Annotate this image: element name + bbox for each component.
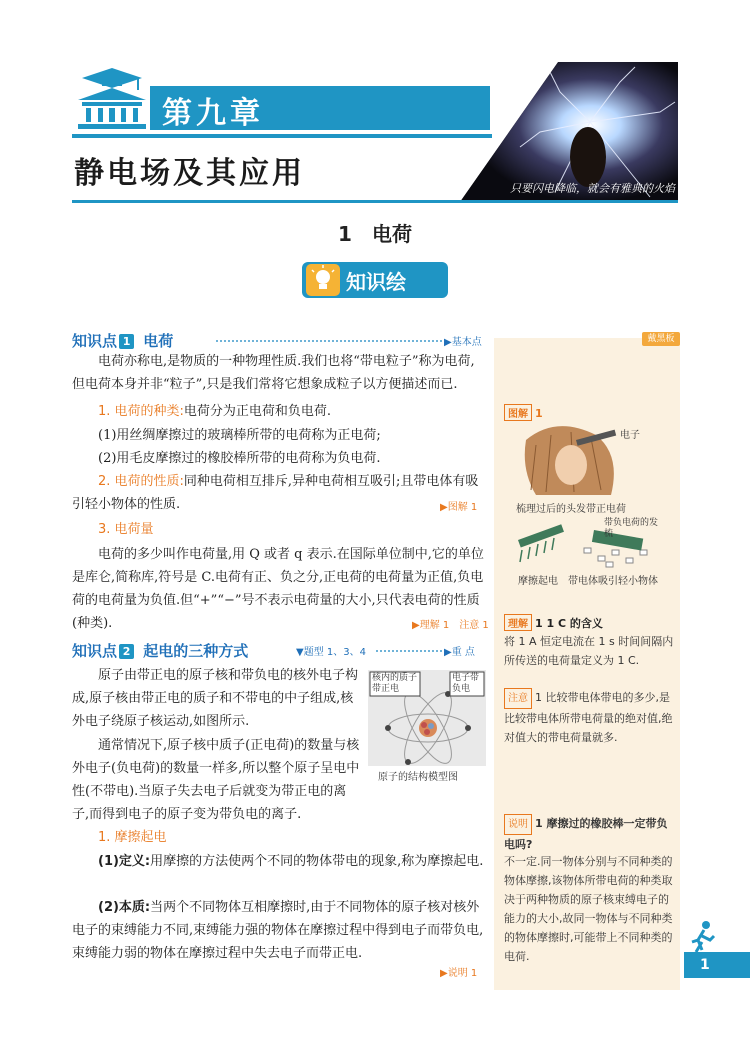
kp1-nature-head: 2. 电荷的性质:: [98, 474, 184, 489]
chapter-name: 静电场及其应用: [74, 156, 305, 191]
kp1-label: 知识点: [72, 332, 118, 350]
kp2-title: 起电的三种方式: [143, 642, 249, 660]
kp2-label: 知识点: [72, 642, 118, 660]
fig1-heading: [504, 404, 543, 421]
e1-text: 不一定.同一物体分别与不同种类的物体摩擦,该物体所带电荷的种类取决于两种物质的原子核束缚电子的能力的大小,故同一物体与不同种类的物体摩擦时,可能带上不同种类的电荷.: [504, 855, 673, 963]
hair-caption: 梳理过后的头发带正电荷: [516, 504, 626, 515]
kp2-questions[interactable]: ▼题型 1、3、4: [296, 647, 366, 658]
kp1-nature-ref[interactable]: ▶图解 1: [440, 502, 478, 513]
kp2-friction-head: 1. 摩擦起电: [98, 830, 167, 845]
kp1-nature-text: 同种电荷相互排斥,异种电荷相互吸引;且带电体有吸引轻小物体的性质.: [72, 474, 479, 512]
comb-caption: 摩擦起电 带电体吸引轻小物体: [518, 576, 658, 587]
lightbulb-icon: [306, 264, 340, 296]
u1-label: 理解: [504, 614, 532, 631]
kp2-def-label: (1)定义:: [98, 854, 151, 869]
e1-label: 说明: [504, 814, 532, 835]
kp2-p2-a: [72, 734, 362, 826]
kp1-kinds-2: (2)用毛皮摩擦过的橡胶棒所带的电荷称为负电荷.: [98, 451, 381, 466]
kp2-ess-ref[interactable]: ▶说明 1: [440, 968, 478, 979]
runner-icon: [688, 920, 718, 954]
comb-label: 带负电荷的发梳: [604, 518, 659, 539]
kp1-amount-ref[interactable]: ▶理解 1 注意 1: [412, 620, 489, 631]
kp1-intro: 电荷亦称电,是物质的一种物理性质.我们也将“带电粒子”称为电荷,但电荷本身并非“粒子”,只是我们常将它想象成粒子以方便描述而已.: [72, 354, 475, 392]
kp2-ess-text: 当两个不同物体互相摩擦时,由于不同物体的原子核对核外电子的束缚能力不同,束缚能力强的物体在摩擦过程中得到电子而带负电,束缚能力弱的物体在摩擦过程中失去电子而带正电.: [72, 900, 484, 961]
kp1-title: 电荷: [143, 332, 174, 350]
kp2-p2: 通常情况下,原子核中质子(正电荷)的数量与核外电子(负电荷)的数量一样多,所以整个原子呈电中性(不带电).当原子失去电子后就变为带正电的离子,而得到电子的原子变为带负电的离子.: [72, 738, 360, 822]
n1-text: 1 比较带电体带电的多少,是比较带电体所带电荷量的绝对值,绝对值大的带电荷量就多.: [504, 691, 673, 744]
title-divider: [72, 134, 492, 138]
n1-label: 注意: [504, 688, 532, 709]
header-rule: [72, 200, 678, 203]
kp2-heading: [72, 640, 248, 661]
fig1-label: 图解: [504, 404, 532, 421]
kp1-nature: [72, 470, 486, 516]
atom-label-proton: 核内的质子带正电: [372, 673, 418, 694]
section-title: 1 电荷: [338, 222, 412, 246]
u1-heading: [504, 614, 603, 631]
kp2-p1: 原子由带正电的原子核和带负电的核外电子构成,原子核由带正电的质子和不带电的中子组成,核外电子绕原子核运动,如图所示.: [72, 668, 359, 729]
kp2-dotline: [376, 650, 442, 652]
atom-figure: [368, 670, 486, 782]
kp1-tag: ▶基本点: [444, 337, 482, 348]
kp1-heading: [72, 330, 173, 351]
side-tag: 戴黑板: [642, 332, 680, 346]
kp1-kinds: [98, 400, 488, 423]
u1-head: 1 1 C 的含义: [535, 617, 603, 630]
electron-label: 电子: [620, 430, 640, 441]
kp1-amount-text: 电荷的多少叫作电荷量,用 Q 或者 q 表示.在国际单位制中,它的单位是库仑,简称库,符号是 C.电荷有正、负之分,正电荷的电荷量为正值,负电荷的电荷量为负值.但“+”“−”号不表示电荷量的大小,只代表电荷的性质(种类).: [72, 547, 484, 631]
atom-label-electron: 电子带负电: [452, 673, 480, 694]
kp2-def: [72, 850, 486, 873]
photo-caption: 只要闪电降临，就会有雅典的火焰: [510, 182, 675, 195]
kp2-essence: [72, 896, 486, 965]
kp1-amount-head: 3. 电荷量: [98, 522, 154, 537]
kp2-ess-label: (2)本质:: [98, 900, 151, 915]
e1-head: 1 摩擦过的橡胶棒一定带负电吗?: [504, 817, 668, 851]
kp2-tag: ▶重 点: [444, 647, 475, 658]
chapter-title: 第九章: [162, 96, 264, 131]
kp2-number: 2: [119, 644, 134, 659]
fig1-num: 1: [535, 407, 543, 420]
atom-caption: 原子的结构模型图: [378, 772, 458, 783]
hair-illustration: [516, 420, 626, 498]
kp2-def-text: 用摩擦的方法使两个不同的物体带电的现象,称为摩擦起电.: [150, 854, 484, 869]
kp1-kinds-1: (1)用丝绸摩擦过的玻璃棒所带的电荷称为正电荷;: [98, 428, 381, 443]
e1-head-block: [504, 814, 674, 854]
kp1-number: 1: [119, 334, 134, 349]
kp1-kinds-head: 1. 电荷的种类:: [98, 404, 184, 419]
page-number: 1: [684, 952, 750, 978]
section-badge-label: 知识绘: [346, 270, 406, 294]
n1-block: [504, 688, 674, 747]
u1-text: 将 1 A 恒定电流在 1 s 时间间隔内所传送的电荷量定义为 1 C.: [504, 635, 674, 667]
kp1-dotline: [216, 340, 442, 342]
kp1-kinds-text: 电荷分为正电荷和负电荷.: [183, 404, 332, 419]
graduation-building-icon: [72, 66, 152, 132]
